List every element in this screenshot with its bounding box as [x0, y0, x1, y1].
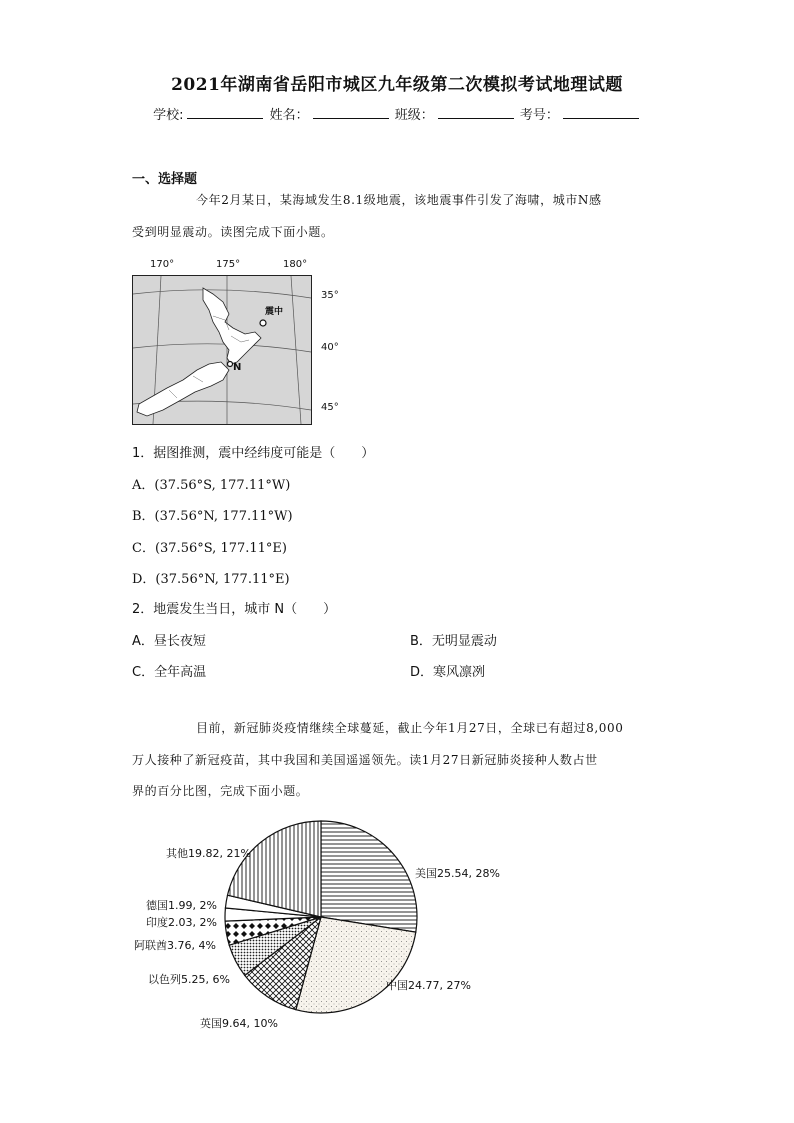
question-1-option-b: B．(37.56°N, 177.11°W) [132, 509, 293, 524]
map-lat-label: 35° [321, 290, 339, 301]
passage-2-line-3: 界的百分比图，完成下面小题。 [132, 784, 309, 798]
question-1-option-c: C．(37.56°S, 177.11°E) [132, 541, 287, 556]
map-graphic [133, 276, 311, 424]
map-lat-label: 40° [321, 342, 339, 353]
map-lon-label: 180° [283, 259, 308, 270]
pie-label-uk: 英国9.64, 10% [200, 1017, 278, 1030]
section-heading: 一、选择题 [132, 172, 198, 187]
pie-label-china: 中国24.77, 27% [386, 979, 471, 992]
city-n-marker-icon [228, 362, 233, 367]
epicenter-label: 震中 [265, 307, 284, 317]
class-label: 班级： [394, 108, 434, 123]
map-lat-label: 45° [321, 402, 339, 413]
question-1-option-d: D．(37.56°N, 177.11°E) [132, 572, 290, 587]
pie-label-usa: 美国25.54, 28% [415, 867, 500, 880]
name-blank [313, 106, 389, 119]
location-map [132, 275, 312, 425]
question-1-option-a: A．(37.56°S, 177.11°W) [132, 478, 291, 493]
city-n-label: N [233, 362, 242, 373]
class-blank [438, 106, 514, 119]
question-1-stem: 1．据图推测，震中经纬度可能是（ ） [132, 446, 375, 461]
map-lon-label: 175° [216, 259, 241, 270]
passage-1-line-2: 受到明显震动。读图完成下面小题。 [132, 225, 334, 239]
passage-1-line-1: 今年2月某日，某海域发生8.1级地震，该地震事件引发了海啸，城市N感 [196, 193, 602, 207]
question-2-option-c: C．全年高温 [132, 665, 207, 680]
map-lon-label: 170° [150, 259, 175, 270]
new-zealand-land [137, 288, 261, 416]
pie-label-uae: 阿联酋3.76, 4% [134, 939, 216, 952]
pie-slice-美国 [321, 821, 417, 932]
question-2-option-d: D．寒风凛冽 [410, 665, 486, 680]
passage-2-line-1: 目前，新冠肺炎疫情继续全球蔓延，截止今年1月27日，全球已有超过8,000 [196, 721, 624, 735]
pie-label-other: 其他19.82, 21% [166, 847, 251, 860]
pie-label-germany: 德国1.99, 2% [146, 899, 217, 912]
epicenter-marker-icon [260, 320, 266, 326]
exam-number-label: 考号： [519, 108, 559, 123]
passage-2-line-2: 万人接种了新冠疫苗，其中我国和美国遥遥领先。读1月27日新冠肺炎接种人数占世 [132, 753, 598, 767]
pie-label-israel: 以色列5.25, 6% [148, 973, 230, 986]
vaccination-pie-chart [120, 810, 540, 1040]
pie-label-india: 印度2.03, 2% [146, 916, 217, 929]
school-blank [187, 106, 263, 119]
student-info-line [0, 104, 794, 123]
question-2-stem: 2．地震发生当日，城市 N（ ） [132, 602, 337, 617]
exam-number-blank [563, 106, 639, 119]
question-2-option-a: A．昼长夜短 [132, 634, 206, 649]
page-title: 2021年湖南省岳阳市城区九年级第二次模拟考试地理试题 [171, 75, 623, 95]
name-label: 姓名： [269, 108, 309, 123]
question-2-option-b: B．无明显震动 [410, 634, 497, 649]
school-label: 学校: [153, 108, 184, 123]
